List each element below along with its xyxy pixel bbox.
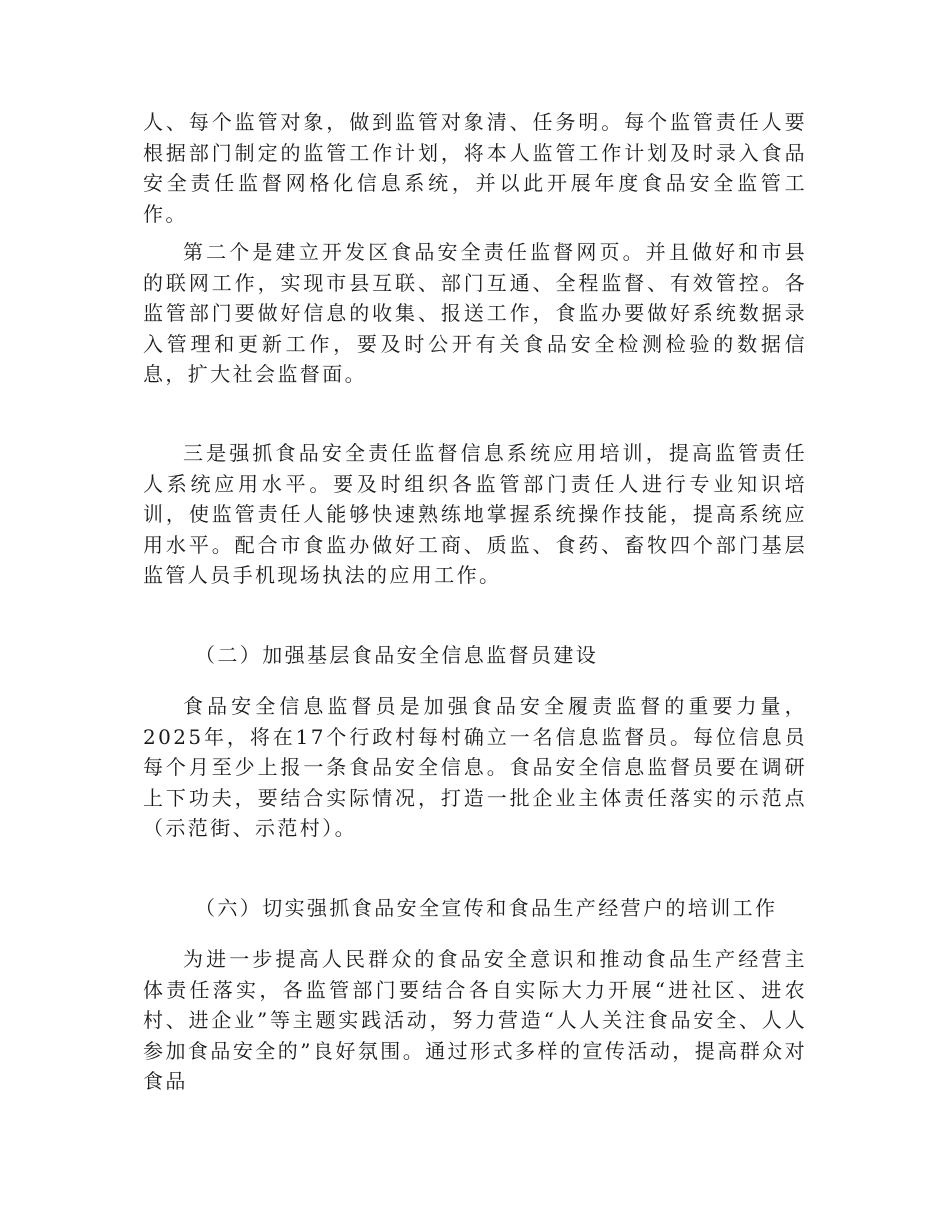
paragraph-second-item: 第二个是建立开发区食品安全责任监督网页。并且做好和市县的联网工作，实现市县互联、部门互通、全程监督、有效管控。各监管部门要做好信息的收集、报送工作，食监办要做好系统数据录入管理和更新工作，要及时公开有关食品安全检测检验的数据信息，扩大社会监督面。 <box>143 240 807 386</box>
section-heading-2: （二）加强基层食品安全信息监督员建设 <box>195 643 599 667</box>
paragraph-information-supervisors: 食品安全信息监督员是加强食品安全履责监督的重要力量，2025年，将在17个行政村每村确立一名信息监督员。每位信息员每个月至少上报一条食品安全信息。食品安全信息监督员要在调研上下功夫，要结合实际情况，打造一批企业主体责任落实的示范点（示范街、示范村）。 <box>143 694 807 840</box>
section-heading-6: （六）切实强抓食品安全宣传和食品生产经营户的培训工作 <box>195 896 778 920</box>
paragraph-publicity-training: 为进一步提高人民群众的食品安全意识和推动食品生产经营主体责任落实，各监管部门要结合各自实际大力开展“进社区、进农村、进企业”等主题实践活动，努力营造“人人关注食品安全、人人参加食品安全的”良好氛围。通过形式多样的宣传活动，提高群众对食品 <box>143 947 807 1093</box>
paragraph-continued: 人、每个监管对象，做到监管对象清、任务明。每个监管责任人要根据部门制定的监管工作计划，将本人监管工作计划及时录入食品安全责任监督网格化信息系统，并以此开展年度食品安全监管工作。 <box>143 110 807 226</box>
paragraph-third-item: 三是强抓食品安全责任监督信息系统应用培训，提高监管责任人系统应用水平。要及时组织各监管部门责任人进行专业知识培训，使监管责任人能够快速熟练地掌握系统操作技能，提高系统应用水平。配合市食监办做好工商、质监、食药、畜牧四个部门基层监管人员手机现场执法的应用工作。 <box>143 441 807 587</box>
